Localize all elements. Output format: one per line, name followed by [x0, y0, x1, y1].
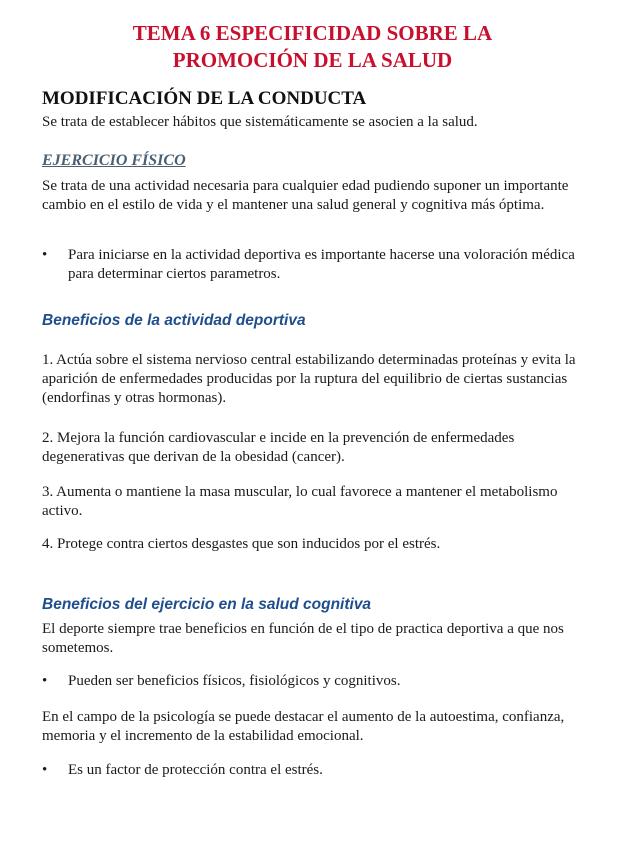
bullet-symbol: • — [42, 673, 48, 689]
section-text-ejercicio: Se trata de una actividad necesaria para cualquier edad pudiendo suponer un importante cambio en el estilo de vida y el mantener una salud general y cognitiva más óptima. — [42, 178, 569, 213]
section-heading-modificacion: MODIFICACIÓN DE LA CONDUCTA — [42, 88, 367, 109]
bullet-text: Pueden ser beneficios físicos, fisiológicos y cognitivos. — [68, 673, 401, 689]
section-text-modificacion: Se trata de establecer hábitos que sistemáticamente se asocien a la salud. — [42, 114, 478, 130]
benefit-item-4: 4. Protege contra ciertos desgastes que son inducidos por el estrés. — [42, 536, 441, 552]
section-heading-beneficios-cognitiva: Beneficios del ejercicio en la salud cognitiva — [42, 596, 372, 613]
section-text-cognitiva: El deporte siempre trae beneficios en función de el tipo de practica deportiva a que nos sometemos. — [42, 621, 564, 656]
benefit-item-1: 1. Actúa sobre el sistema nervioso central estabilizando determinadas proteínas y evita la aparición de enfermedades producidas por la ruptura del equilibrio de ciertas sustancias (endorfinas y otras hormonas). — [42, 352, 576, 406]
bullet-item — [42, 246, 587, 284]
title-line-1: TEMA 6 ESPECIFICIDAD SOBRE LA — [132, 21, 493, 45]
bullet-item — [42, 672, 587, 691]
document-title — [0, 20, 625, 74]
bullet-text: Para iniciarse en la actividad deportiva es importante hacerse una voloración médica para determinar ciertos parametros. — [68, 247, 575, 282]
bullet-text: Es un factor de protección contra el estrés. — [68, 762, 323, 778]
bullet-symbol: • — [42, 247, 48, 263]
section-text-psicologia: En el campo de la psicología se puede destacar el aumento de la autoestima, confianza, memoria y el incremento de la estabilidad emocional. — [42, 709, 565, 744]
section-heading-ejercicio: EJERCICIO FÍSICO — [42, 152, 186, 169]
title-line-2: PROMOCIÓN DE LA SALUD — [172, 48, 453, 72]
bullet-item — [42, 761, 587, 780]
benefit-item-3: 3. Aumenta o mantiene la masa muscular, lo cual favorece a mantener el metabolismo activo. — [42, 484, 558, 519]
bullet-symbol: • — [42, 762, 48, 778]
benefit-item-2: 2. Mejora la función cardiovascular e incide en la prevención de enfermedades degenerativas que derivan de la obesidad (cancer). — [42, 430, 515, 465]
section-heading-beneficios-actividad: Beneficios de la actividad deportiva — [42, 312, 306, 329]
